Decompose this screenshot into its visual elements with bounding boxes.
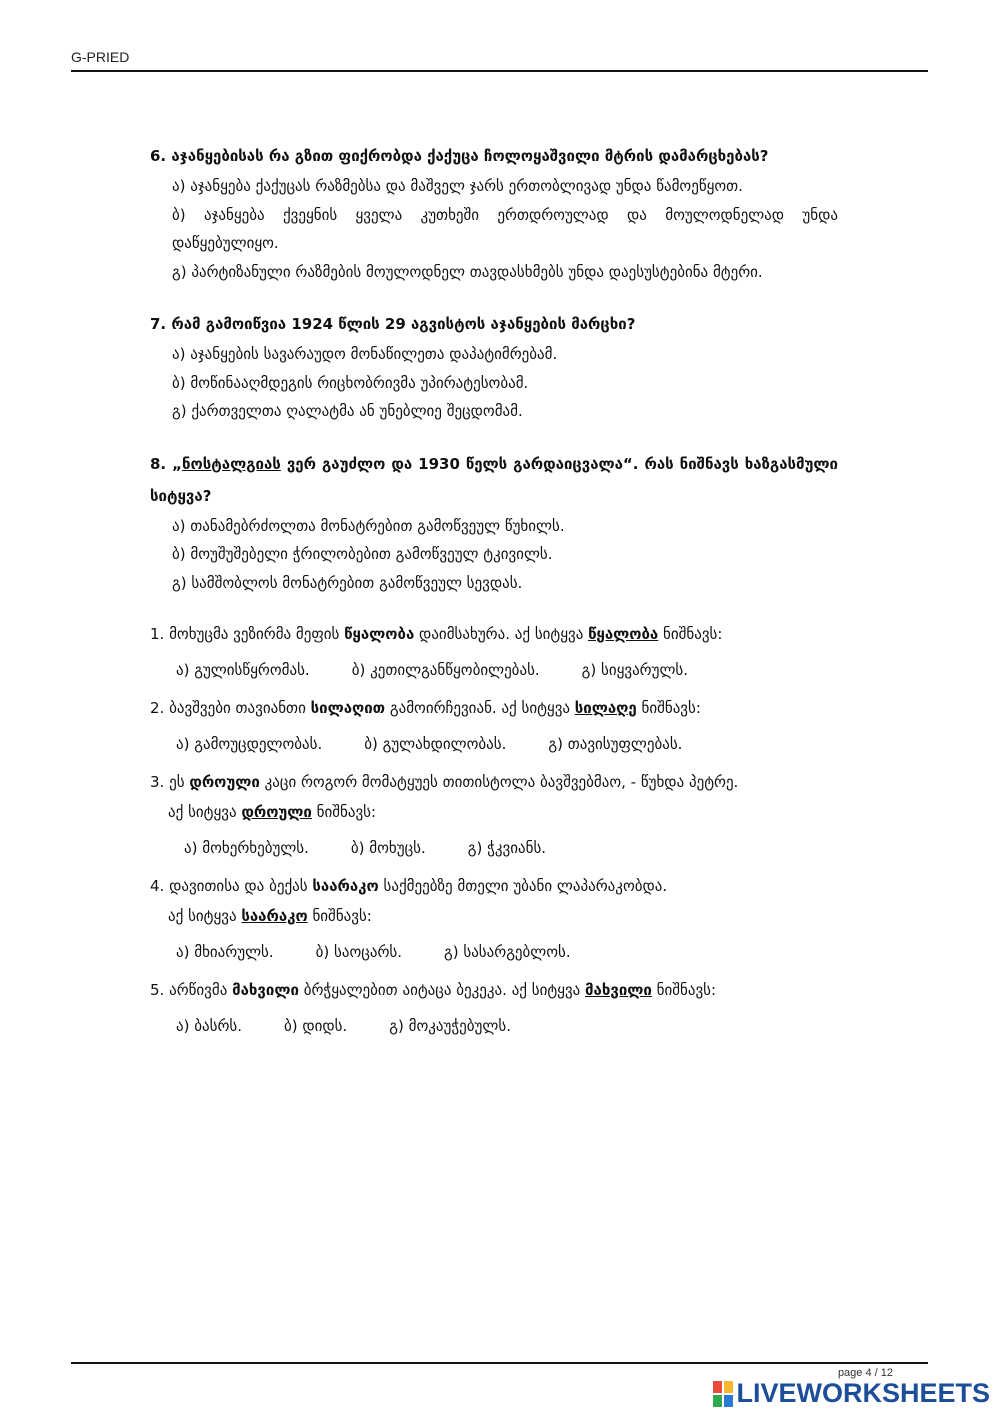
choice[interactable]: ბ) დიდს. <box>284 1017 348 1035</box>
worksheet-content <box>150 140 838 1049</box>
sentence-text: 1. მოხუცმა ვეზირმა მეფის <box>150 625 345 643</box>
answer-option[interactable]: გ) ქართველთა ღალატმა ან უნებლიე შეცდომამ. <box>172 402 523 420</box>
underlined-word: ნოსტალგიას <box>182 454 281 473</box>
choice[interactable]: გ) სიყვარულს. <box>581 661 689 679</box>
question-8 <box>150 448 838 598</box>
title-prefix: 8. „ <box>150 454 182 473</box>
bold-word: მახვილი <box>232 981 299 999</box>
title-suffix: ვერ გაუძლო და 1930 წელს გარდაიცვალა“. რას ნიშნავს ხაზგასმული სიტყვა? <box>150 454 838 505</box>
question-7 <box>150 308 838 426</box>
vocab-sentence <box>150 975 838 1005</box>
vocab-choices <box>176 729 838 759</box>
answer-option[interactable]: გ) სამშობლოს მონატრებით გამოწვეულ სევდას. <box>172 573 523 592</box>
header-rule <box>71 70 928 72</box>
underlined-word: საარაკო <box>241 907 308 925</box>
vocab-sentence <box>150 693 838 723</box>
vocab-sentence <box>150 619 838 649</box>
bold-word: დროული <box>189 773 260 791</box>
choice[interactable]: ბ) გულახდილობას. <box>364 735 507 753</box>
vocab-choices <box>184 833 838 863</box>
question-title: 7. რამ გამოიწვია 1924 წლის 29 აგვისტოს აჯანყების მარცხი? <box>150 315 636 333</box>
sentence-text: გამოირჩევიან. აქ სიტყვა <box>385 699 575 717</box>
answer-options <box>172 340 838 426</box>
answer-option[interactable]: ა) აჯანყება ქაქუცას რაზმებსა და მაშველ ჯარს ერთობლივად უნდა წამოეწყოთ. <box>172 177 743 195</box>
underlined-word: მახვილი <box>585 981 652 999</box>
underlined-word: სილაღე <box>574 699 637 717</box>
answer-option[interactable]: გ) პარტიზანული რაზმების მოულოდნელ თავდასხმებს უნდა დაესუსტებინა მტერი. <box>172 262 763 281</box>
sentence-text: ნიშნავს: <box>307 907 372 925</box>
vocab-choices <box>176 655 838 685</box>
answer-options <box>172 172 838 286</box>
underlined-word: დროული <box>241 803 312 821</box>
liveworksheets-logo[interactable] <box>713 1378 990 1409</box>
choice[interactable]: გ) ჭკვიანს. <box>467 839 547 857</box>
sentence-text: 3. ეს <box>150 773 190 791</box>
answer-option[interactable]: ბ) მოწინააღმდეგის რიცხობრივმა უპირატესობამ. <box>172 373 529 392</box>
sentence-text: 2. ბავშვები თავიანთი <box>150 699 311 717</box>
sentence-text: ნიშნავს: <box>636 699 701 717</box>
bold-word: სილაღით <box>310 699 386 717</box>
vocab-choices <box>176 937 838 967</box>
header-label: G-PRIED <box>71 49 130 65</box>
question-title: 6. აჯანყებისას რა გზით ფიქრობდა ქაქუცა ჩოლოყაშვილი მტრის დამარცხებას? <box>150 147 769 165</box>
vocab-question-2 <box>150 693 838 759</box>
sentence-text: საქმეებზე მთელი უბანი ლაპარაკობდა. <box>378 877 668 895</box>
choice[interactable]: ა) მოხერხებულს. <box>184 839 309 857</box>
choice[interactable]: ა) მხიარულს. <box>176 943 274 961</box>
sentence-text: აქ სიტყვა <box>168 803 242 821</box>
sentence-text: 5. არწივმა <box>150 981 233 999</box>
footer-rule <box>71 1362 928 1364</box>
choice[interactable]: გ) თავისუფლებას. <box>548 735 683 753</box>
question-6 <box>150 140 838 286</box>
vocab-question-4 <box>150 871 838 967</box>
answer-option[interactable]: ბ) მოუშუშებელი ჭრილობებით გამოწვეულ ტკივილს. <box>172 545 553 563</box>
choice[interactable]: გ) მოკაუჭებულს. <box>389 1017 511 1035</box>
answer-option[interactable]: ბ) აჯანყება ქვეყნის ყველა კუთხეში ერთდროულად და მოულოდნელად უნდა დაწყებულიყო. <box>172 205 838 252</box>
sentence-text: ნიშნავს: <box>651 981 717 999</box>
answer-options <box>172 512 838 598</box>
choice[interactable]: ა) ბასრს. <box>176 1017 242 1035</box>
choice[interactable]: ბ) საოცარს. <box>315 943 403 961</box>
logo-text: LIVEWORKSHEETS <box>736 1378 990 1408</box>
vocab-question-5 <box>150 975 838 1041</box>
sentence-text: ნიშნავს: <box>311 803 377 821</box>
question-title <box>150 448 838 512</box>
bold-word: საარაკო <box>312 877 379 895</box>
vocab-sentence <box>150 871 838 931</box>
choice[interactable]: ბ) მოხუცს. <box>350 839 426 857</box>
sentence-text: კაცი როგორ მომატყუეს თითისტოლა ბავშვებმაო, - წუხდა პეტრე. <box>259 773 739 791</box>
page-number: page 4 / 12 <box>837 1367 893 1379</box>
choice[interactable]: გ) სასარგებლოს. <box>444 943 571 961</box>
vocab-sentence <box>150 767 838 827</box>
sentence-text: ნიშნავს: <box>658 625 723 643</box>
choice[interactable]: ა) გამოუცდელობას. <box>176 735 323 753</box>
logo-mark-icon <box>713 1381 733 1407</box>
underlined-word: წყალობა <box>588 625 659 643</box>
answer-option[interactable]: ა) თანამებრძოლთა მონატრებით გამოწვეულ წუხილს. <box>172 516 565 535</box>
sentence-text: 4. დავითისა და ბექას <box>150 877 313 895</box>
choice[interactable]: ბ) კეთილგანწყობილებას. <box>351 661 540 679</box>
bold-word: წყალობა <box>344 625 415 643</box>
sentence-text: აქ სიტყვა <box>168 907 242 925</box>
choice[interactable]: ა) გულისწყრომას. <box>176 661 310 679</box>
answer-option[interactable]: ა) აჯანყების სავარაუდო მონაწილეთა დაპატიმრებამ. <box>172 345 558 363</box>
vocab-question-1 <box>150 619 838 685</box>
vocab-choices <box>176 1011 838 1041</box>
sentence-text: დაიმსახურა. აქ სიტყვა <box>414 625 589 643</box>
vocab-question-3 <box>150 767 838 863</box>
sentence-text: ბრჭყალებით აიტაცა ბეკეკა. აქ სიტყვა <box>298 981 586 999</box>
